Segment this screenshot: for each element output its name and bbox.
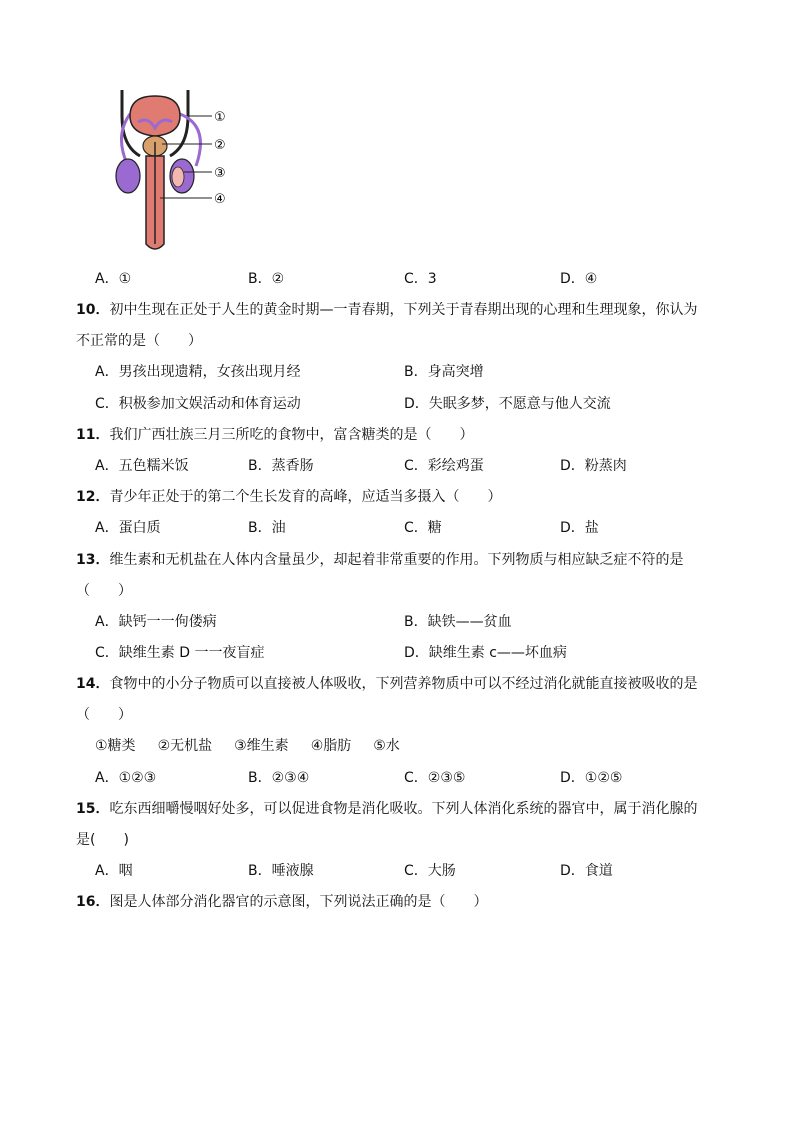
q13-option-a[interactable]: A．缺钙一一佝偻病	[95, 614, 217, 630]
epididymis	[172, 167, 184, 187]
q11-option-d[interactable]: D．粉蒸肉	[560, 458, 627, 474]
q12-option-c[interactable]: C．糖	[404, 520, 442, 536]
q12-option-a[interactable]: A．蛋白质	[95, 520, 161, 536]
q12-stem	[76, 487, 726, 507]
q10-stem-line2: 不正常的是（ ）	[76, 333, 202, 349]
figure-label-1: ①	[214, 110, 226, 125]
q14-item-5: ⑤水	[373, 738, 400, 754]
q14-item-1: ①糖类	[95, 738, 136, 754]
reproductive-system-diagram	[100, 86, 260, 256]
q9-option-a[interactable]: A．①	[95, 271, 132, 287]
q11-option-a[interactable]: A．五色糯米饭	[95, 458, 189, 474]
figure-label-2: ②	[214, 138, 226, 153]
q14-number: 14．	[76, 676, 110, 692]
q14-item-3: ③维生素	[234, 738, 289, 754]
q15-stem-line1	[76, 799, 726, 819]
q15-text-1: 吃东西细嚼慢咽好处多，可以促进食物是消化吸收。下列人体消化系统的器官中，属于消化腺的	[109, 801, 698, 817]
q14-option-a[interactable]: A．①②③	[95, 770, 157, 786]
q14-stem-line1	[76, 674, 726, 694]
q12-option-b[interactable]: B．油	[248, 520, 286, 536]
q13-stem-line1	[76, 550, 726, 570]
q15-option-a[interactable]: A．咽	[95, 863, 133, 879]
figure-label-4: ④	[214, 192, 226, 207]
q14-option-c[interactable]: C．②③⑤	[404, 770, 466, 786]
q14-item-list	[95, 736, 422, 756]
q14-item-4: ④脂肪	[310, 738, 352, 754]
q13-text-1: 维生素和无机盐在人体内含量虽少，却起着非常重要的作用。下列物质与相应缺乏症不符的是	[109, 552, 684, 568]
q11-text: 我们广西壮族三月三所吃的食物中，富含糖类的是（ ）	[109, 427, 474, 443]
q14-text-1: 食物中的小分子物质可以直接被人体吸收，下列营养物质中可以不经过消化就能直接被吸收的是	[109, 676, 698, 692]
diagram-svg	[100, 86, 260, 256]
q10-option-a[interactable]: A．男孩出现遗精，女孩出现月经	[95, 364, 301, 380]
q12-text: 青少年正处于的第二个生长发育的高峰，应适当多摄入（ ）	[109, 489, 502, 505]
q12-option-d[interactable]: D．盐	[560, 520, 599, 536]
q11-option-b[interactable]: B．蒸香肠	[248, 458, 314, 474]
figure-label-3: ③	[214, 166, 226, 181]
q10-stem-line1	[76, 300, 726, 320]
q16-number: 16．	[76, 894, 110, 910]
q16-stem	[76, 892, 726, 912]
q9-option-c[interactable]: C．3	[404, 271, 437, 287]
q9-option-d[interactable]: D．④	[560, 271, 598, 287]
q10-option-b[interactable]: B．身高突增	[404, 364, 484, 380]
q13-stem-line2: （ ）	[76, 583, 132, 599]
q15-option-c[interactable]: C．大肠	[404, 863, 456, 879]
q15-stem-line2: 是( )	[76, 832, 129, 848]
q16-text: 图是人体部分消化器官的示意图，下列说法正确的是（ ）	[109, 894, 488, 910]
q15-number: 15．	[76, 801, 110, 817]
q15-option-d[interactable]: D．食道	[560, 863, 613, 879]
q14-stem-line2: （ ）	[76, 707, 132, 723]
q11-number: 11．	[76, 427, 110, 443]
q15-option-b[interactable]: B．唾液腺	[248, 863, 314, 879]
q10-option-d[interactable]: D．失眠多梦，不愿意与他人交流	[404, 396, 611, 412]
q11-option-c[interactable]: C．彩绘鸡蛋	[404, 458, 484, 474]
q13-option-b[interactable]: B．缺铁——贫血	[404, 614, 512, 630]
q14-option-b[interactable]: B．②③④	[248, 770, 310, 786]
q10-text-1: 初中生现在正处于人生的黄金时期—一青春期，下列关于青春期出现的心理和生理现象，你认为	[109, 302, 698, 318]
q14-item-2: ②无机盐	[157, 738, 213, 754]
q10-number: 10．	[76, 302, 110, 318]
q14-option-d[interactable]: D．①②⑤	[560, 770, 623, 786]
left-testis	[116, 159, 140, 193]
q12-number: 12．	[76, 489, 110, 505]
q11-stem	[76, 425, 726, 445]
q13-option-c[interactable]: C．缺维生素 D 一一夜盲症	[95, 645, 265, 661]
q13-option-d[interactable]: D．缺维生素 c——坏血病	[404, 645, 567, 661]
q13-number: 13．	[76, 552, 110, 568]
q10-option-c[interactable]: C．积极参加文娱活动和体育运动	[95, 396, 301, 412]
q9-option-b[interactable]: B．②	[248, 271, 285, 287]
